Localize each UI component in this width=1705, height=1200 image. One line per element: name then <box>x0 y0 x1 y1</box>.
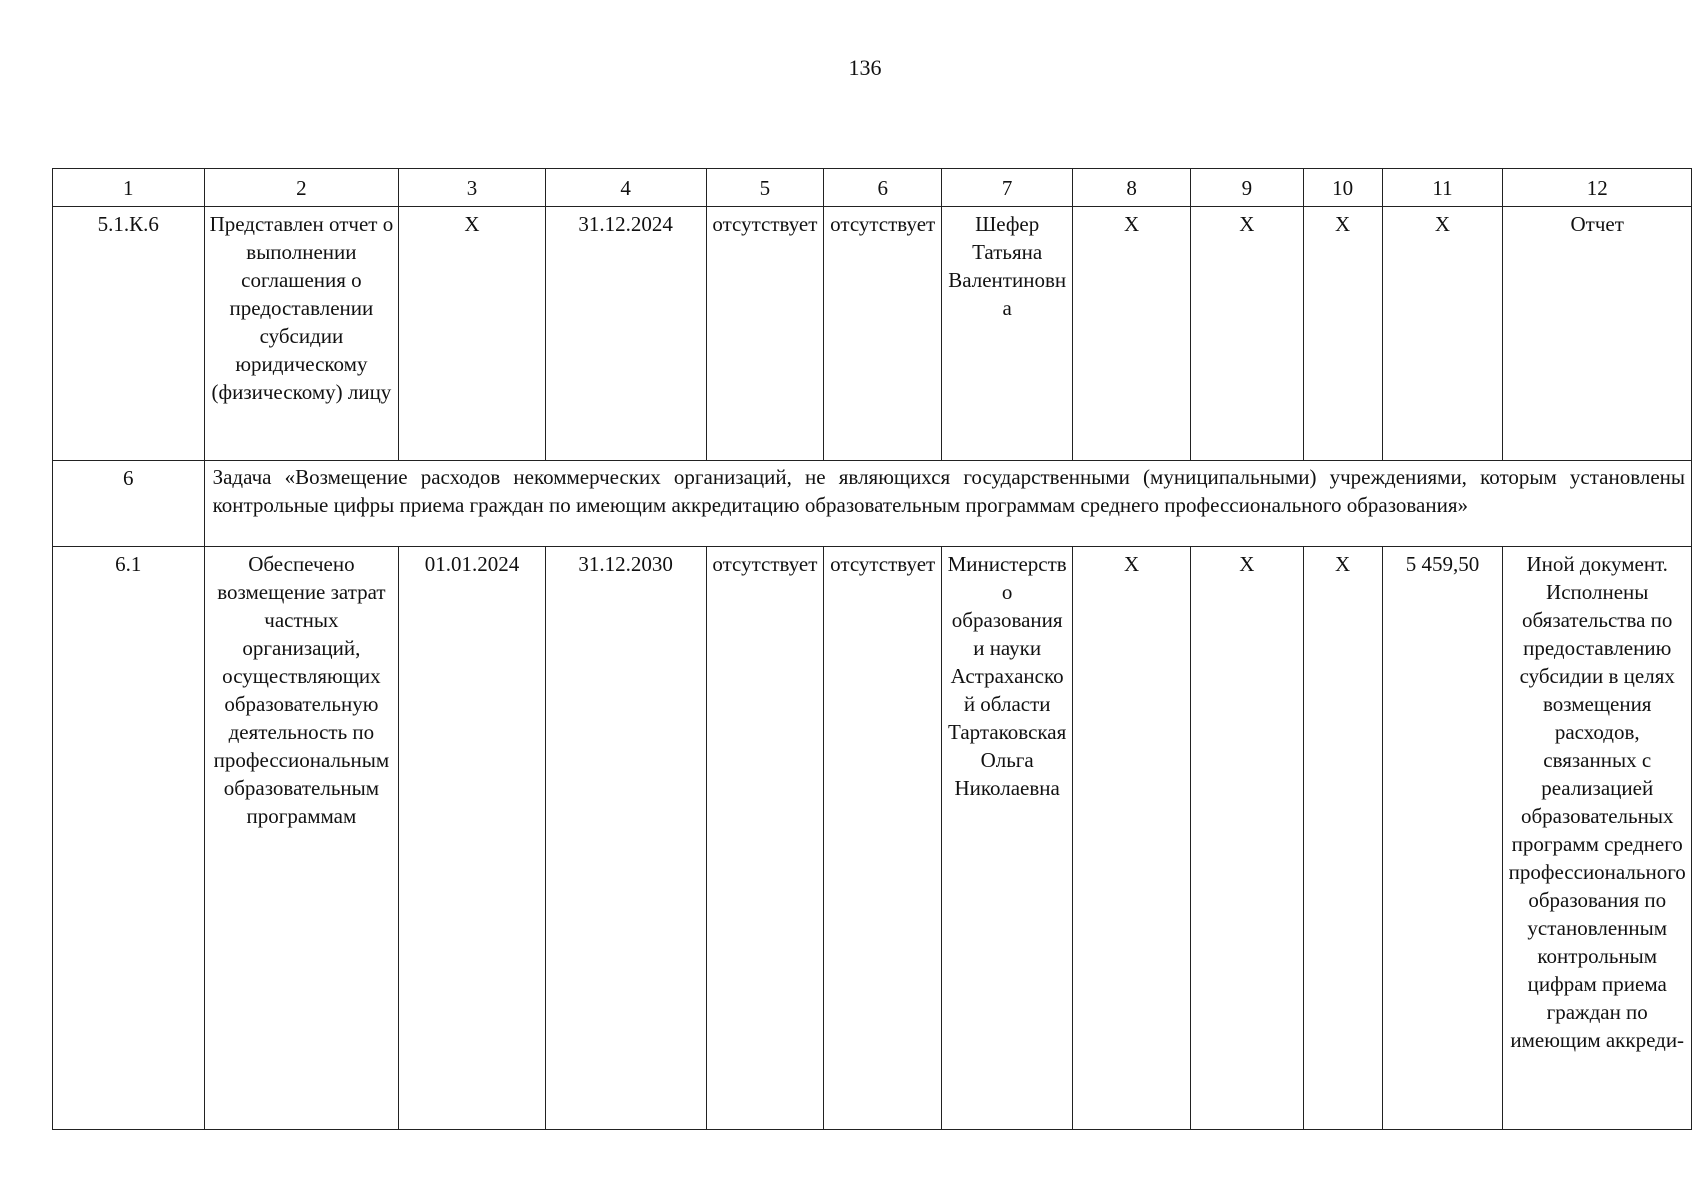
end-date: 31.12.2024 <box>545 207 706 461</box>
end-date: 31.12.2030 <box>545 547 706 1130</box>
header-cell: 8 <box>1073 169 1191 207</box>
funding-amount: 5 459,50 <box>1382 547 1503 1130</box>
col9-value: Х <box>1191 547 1304 1130</box>
col10-value: Х <box>1303 547 1382 1130</box>
header-cell: 6 <box>824 169 942 207</box>
task-row <box>53 461 1692 547</box>
header-row <box>53 169 1692 207</box>
start-date: Х <box>399 207 545 461</box>
row-number: 5.1.К.6 <box>53 207 205 461</box>
col5-value: отсутствует <box>706 547 824 1130</box>
col5-value: отсутствует <box>706 207 824 461</box>
main-table <box>52 168 1692 1130</box>
col8-value: Х <box>1073 547 1191 1130</box>
header-cell: 3 <box>399 169 545 207</box>
document-type: Иной документ. Исполнены обязательства по предоставлению субсидии в целях возмещения расходов, связанных с реализацией образовательных программ среднего профессионального образования по установленным контрольным цифрам приема граждан по имеющим аккреди- <box>1503 547 1692 1130</box>
table-row <box>53 547 1692 1130</box>
document-type: Отчет <box>1503 207 1692 461</box>
header-cell: 2 <box>204 169 399 207</box>
header-cell: 4 <box>545 169 706 207</box>
event-name: Обеспечено возмещение затрат частных организаций, осуществляющих образовательную деятельность по профессиональным образовательным программам <box>204 547 399 1130</box>
header-cell: 1 <box>53 169 205 207</box>
header-cell: 11 <box>1382 169 1503 207</box>
header-cell: 7 <box>942 169 1073 207</box>
responsible-person: Министерство образования и науки Астраханской области Тартаковская Ольга Николаевна <box>942 547 1073 1130</box>
task-number: 6 <box>53 461 205 547</box>
responsible-person: Шефер Татьяна Валентиновна <box>942 207 1073 461</box>
event-name: Представлен отчет о выполнении соглашения о предоставлении субсидии юридическому (физическому) лицу <box>204 207 399 461</box>
row-number: 6.1 <box>53 547 205 1130</box>
col6-value: отсутствует <box>824 207 942 461</box>
col10-value: Х <box>1303 207 1382 461</box>
header-cell: 9 <box>1191 169 1304 207</box>
col11-value: Х <box>1382 207 1503 461</box>
col6-value: отсутствует <box>824 547 942 1130</box>
task-description: Задача «Возмещение расходов некоммерческих организаций, не являющихся государственными (муниципальными) учреждениями, которым установлены контрольные цифры приема граждан по имеющим аккредитацию образовательным программам среднего профессионального образования» <box>204 461 1691 547</box>
table-row <box>53 207 1692 461</box>
header-cell: 10 <box>1303 169 1382 207</box>
col8-value: Х <box>1073 207 1191 461</box>
header-cell: 5 <box>706 169 824 207</box>
header-cell: 12 <box>1503 169 1692 207</box>
start-date: 01.01.2024 <box>399 547 545 1130</box>
page-number: 136 <box>848 55 882 80</box>
col9-value: Х <box>1191 207 1304 461</box>
